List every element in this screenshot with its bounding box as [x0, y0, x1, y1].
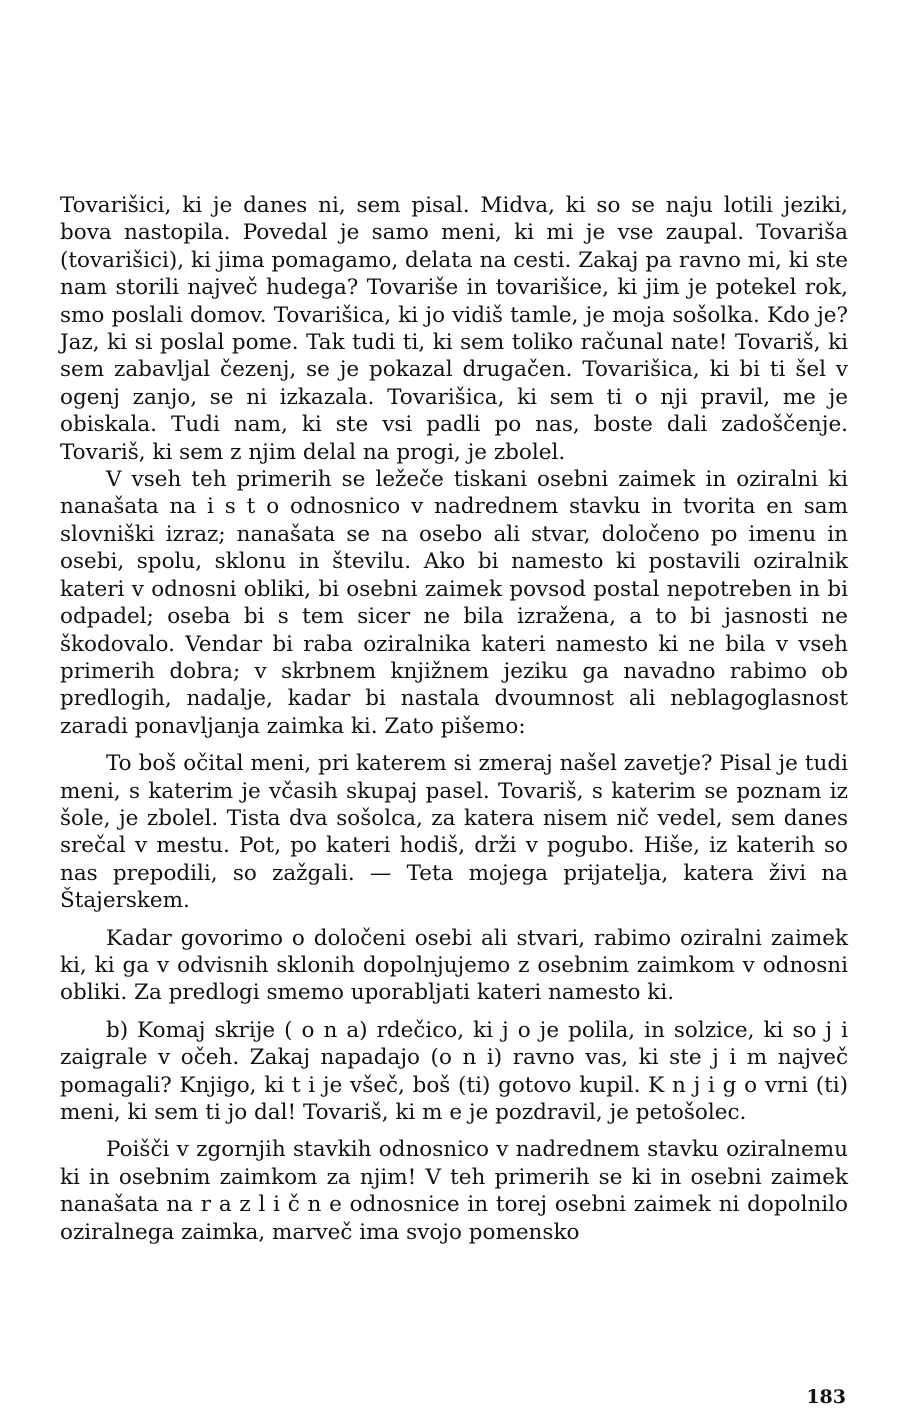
paragraph-examples-kateri: To boš očital meni, pri katerem si zmeraj našel zavetje? Pisal je tudi meni, s katerim je včasih skupaj pasel. Tovariš, s katerim se poznam iz šole, je zbolel. Tista dva sošolca, za katera nisem nič vedel, sem danes srečal v mestu. Pot, po kateri hodiš, drži v pogubo. Hiše, iz katerih so nas prepodili, so zažgali. — Teta mojega prijatelja, katera živi na Štajerskem. — [60, 751, 848, 914]
paragraph-examples-b: b) Komaj skrije ( o n a) rdečico, ki j o je polila, in solzice, ki so j i zaigrale v očeh. Zakaj napadajo (o n i) ravno vas, ki ste j i m največ pomagali? Knjigo, ki t i je všeč, boš (ti) gotovo kupil. K n j i g o vrni (ti) meni, ki sem ti jo dal! Tovariš, ki m e je pozdravil, je petošolec. — [60, 1017, 848, 1125]
paragraph-explanation: V vseh teh primerih se ležeče tiskani osebni zaimek in oziralni ki nanašata na i s t o odnosnico v nadrednem stavku in tvorita en sam slovniški izraz; nanašata se na osebo ali stvar, določeno po imenu in osebi, spolu, sklonu in številu. Ako bi namesto ki postavili oziralnik kateri v odnosni obliki, bi osebni zaimek povsod postal nepotreben in bi odpadel; oseba bi s tem sicer ne bila izražena, a to bi jasnosti ne škodovalo. Vendar bi raba oziralnika kateri namesto ki ne bila v vseh primerih dobra; v skrbnem knjižnem jeziku ga navadno rabimo ob predlogih, nadalje, kadar bi nastala dvoumnost ali neblagoglasnost zaradi ponavljanja zaimka ki. Zato pišemo: — [60, 467, 848, 739]
paragraph-rule: Kadar govorimo o določeni osebi ali stvari, rabimo oziralni zaimek ki, ki ga v odvisnih sklonih dopolnjujemo z osebnim zaimkom v odnosni obliki. Za predlogi smemo uporabljati kateri namesto ki. — [60, 925, 848, 1006]
page-number: 183 — [806, 1386, 846, 1408]
paragraph-examples-a: Tovarišici, ki je danes ni, sem pisal. Midva, ki so se naju lotili jeziki, bova nastopila. Povedal je samo meni, ki mi je vse zaupal. Tovariša (tovarišici), ki jima pomagamo, delata na cesti. Zakaj pa ravno mi, ki ste nam storili največ hudega? Tovariše in tovarišice, ki jim je potekel rok, smo poslali domov. Tovarišica, ki jo vidiš tamle, je moja sošolka. Kdo je? Jaz, ki si poslal pome. Tak tudi ti, ki sem toliko računal nate! Tovariš, ki sem zabavljal čezenj, se je pokazal drugačen. Tovarišica, ki bi ti šel v ogenj zanjo, se ni izkazala. Tovarišica, ki sem ti o nji pravil, me je obiskala. Tudi nam, ki ste vsi padli po nas, boste dali zadoščenje. Tovariš, ki sem z njim delal na progi, je zbolel. — [60, 193, 848, 465]
body-text — [60, 192, 848, 1246]
paragraph-exercise: Poišči v zgornjih stavkih odnosnico v nadrednem stavku oziralnemu ki in osebnim zaimkom za njim! V teh primerih se ki in osebni zaimek nanašata na r a z l i č n e odnosnice in torej osebni zaimek ni dopolnilo oziralnega zaimka, marveč ima svojo pomensko — [60, 1137, 848, 1245]
